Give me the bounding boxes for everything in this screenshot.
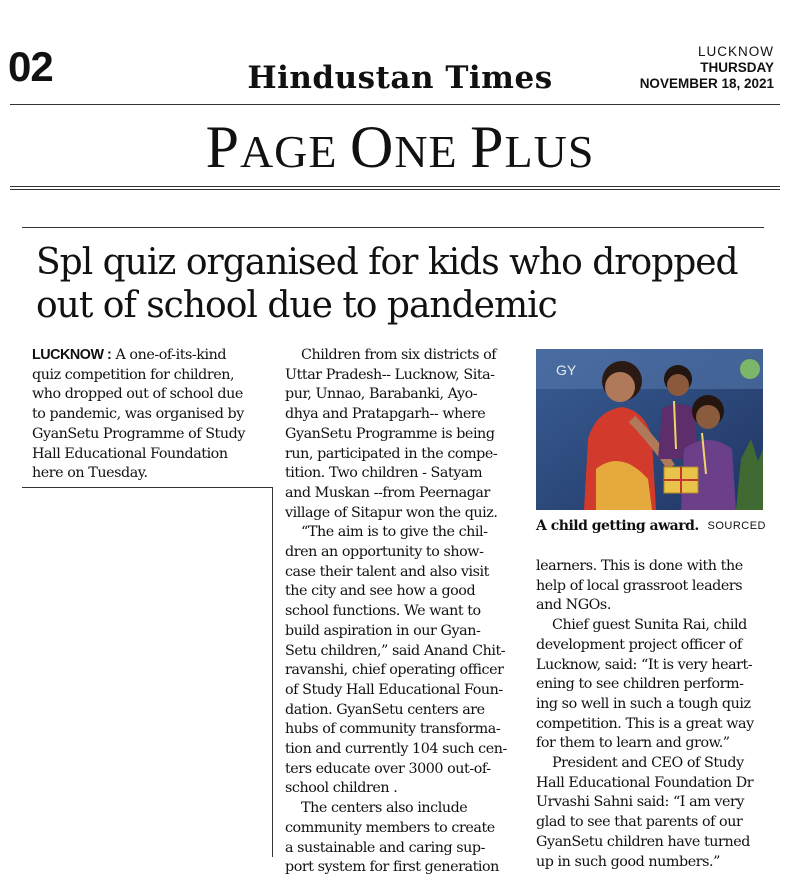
- photo-caption-row: [536, 518, 766, 535]
- issue-dateline: [640, 44, 774, 92]
- article-column-3: learners. This is done with the help of local grassroot leaders and NGOs. Chief guest Sunita Rai, child development project officer of Lucknow, said: “It is very heart- ening to see children perform- ing so well in such a tough quiz competition. This is a great way for them to learn and grow.” President and CEO of Study Hall Educational Foundation Dr Urvashi Sahni said: “I am very glad to see that parents of our GyanSetu children have turned up in such good numbers.”: [536, 558, 754, 870]
- section-rule-top: [10, 186, 780, 187]
- column-divider: [272, 487, 273, 857]
- column-1-bottom-rule: [22, 487, 272, 488]
- article-headline: Spl quiz organised for kids who dropped out of school due to pandemic: [36, 242, 738, 326]
- masthead: Hindustan Times: [247, 60, 553, 96]
- article-top-rule: [22, 227, 764, 228]
- section-title: PAGE ONE PLUS: [205, 114, 595, 180]
- article-column-2: Children from six districts of Uttar Pradesh-- Lucknow, Sita- pur, Unnao, Barabanki, Ayo- dhya and Pratapgarh-- where GyanSetu Programme is being run, participated in the compe- tition. Two children - Satyam and Muskan --from Peernagar village of Sitapur won the quiz. “The aim is to give the chil- dren an opportunity to show- case their talent and also visit the city and see how a good school functions. We want to build aspiration in our Gyan- Setu children,” said Anand Chit- ravanshi, chief operating officer of Study Hall Educational Foun- dation. GyanSetu centers are hubs of community transforma- tion and currently 104 such cen- ters educate over 3000 out-of- school children . The centers also include community members to create a sustainable and caring sup- port system for first generation: [285, 347, 507, 876]
- header-rule: [10, 104, 780, 105]
- section-rule-bottom: [10, 189, 780, 190]
- article-column-1: LUCKNOW : A one-of-its-kind quiz competition for children, who dropped out of school due to pandemic, was organised by GyanSetu Programme of Study Hall Educational Foundation here on Tuesday.: [32, 347, 245, 482]
- issue-city: LUCKNOW: [697, 44, 774, 59]
- article-photo: [536, 349, 763, 510]
- photo-caption: A child getting award.: [536, 518, 699, 534]
- banner-text: GY: [556, 362, 577, 378]
- issue-day: THURSDAY: [700, 60, 774, 75]
- photo-credit: SOURCED: [707, 520, 766, 532]
- article-dateline: LUCKNOW :: [32, 347, 112, 363]
- page-number: 02: [8, 43, 53, 90]
- issue-date: NOVEMBER 18, 2021: [639, 76, 774, 91]
- award-photo-illustration: [536, 349, 763, 510]
